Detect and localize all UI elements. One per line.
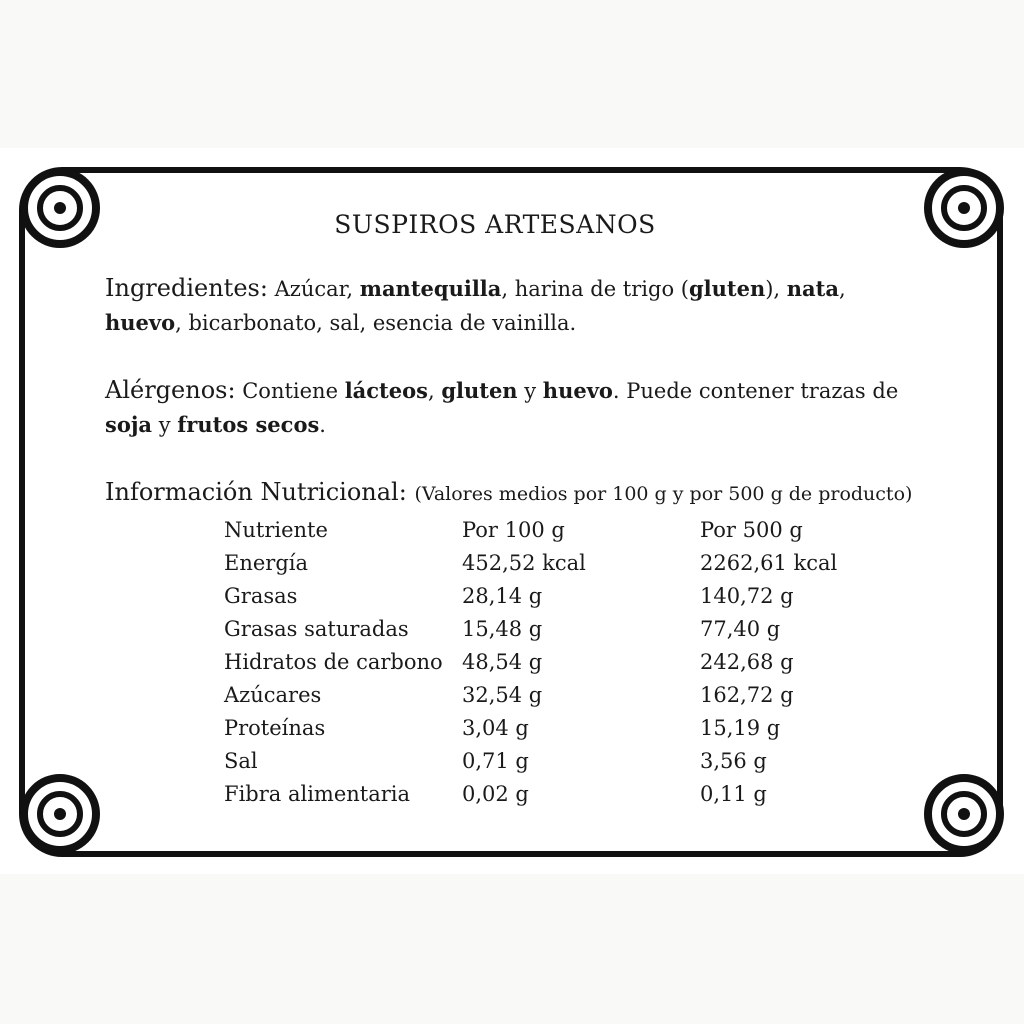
ingredients-section [105, 272, 905, 340]
nutrient-name: Fibra alimentaria [224, 782, 411, 806]
allergens-heading: Alérgenos: [105, 376, 236, 404]
nutrition-subheading: (Valores medios por 100 g y por 500 g de producto) [414, 483, 913, 505]
allergen-word: gluten [441, 378, 518, 403]
text-run: ), [765, 277, 787, 301]
allergen-word: huevo [105, 310, 176, 335]
nutrient-value: 452,52 kcal [462, 551, 586, 575]
text-run: , [427, 379, 442, 403]
nutrient-value: 15,48 g [462, 617, 543, 641]
text-run: y [152, 413, 178, 437]
allergen-word: lácteos [344, 378, 428, 403]
allergen-word: huevo [542, 378, 613, 403]
nutrient-value: 3,56 g [700, 749, 767, 773]
text-run: , [838, 277, 846, 301]
allergen-word: nata [786, 276, 839, 301]
nutrient-value: 28,14 g [462, 584, 543, 608]
swirl-corner-icon [24, 778, 96, 850]
product-title: SUSPIROS ARTESANOS [334, 210, 656, 239]
allergen-word: gluten [688, 276, 766, 301]
nutrient-value: 0,71 g [462, 749, 529, 773]
text-run: Azúcar, [267, 277, 360, 301]
nutrient-value: 77,40 g [700, 617, 781, 641]
nutrient-value: 242,68 g [700, 650, 794, 674]
nutrient-name: Hidratos de carbono [224, 650, 443, 674]
nutrient-value: 0,11 g [700, 782, 767, 806]
nutrient-name: Proteínas [224, 716, 326, 740]
nutrient-value: 3,04 g [462, 716, 529, 740]
product-label [0, 148, 1024, 874]
ingredients-heading: Ingredientes: [105, 274, 268, 302]
nutrition-heading: Información Nutricional: [105, 478, 407, 506]
allergens-section [105, 374, 905, 442]
nutrient-value: 2262,61 kcal [700, 551, 838, 575]
text-run: , bicarbonato, sal, esencia de vainilla. [175, 311, 577, 335]
nutrient-value: 162,72 g [700, 683, 794, 707]
swirl-corner-icon [928, 778, 1000, 850]
nutrient-name: Grasas [224, 584, 298, 608]
column-header: Por 500 g [700, 518, 803, 542]
text-run: . Puede contener trazas de [612, 379, 899, 403]
column-header: Por 100 g [462, 518, 565, 542]
nutrient-value: 140,72 g [700, 584, 794, 608]
nutrient-value: 32,54 g [462, 683, 543, 707]
text-run: , harina de trigo ( [501, 277, 689, 301]
text-run: . [319, 413, 326, 437]
allergen-word: soja [105, 412, 153, 437]
allergen-word: frutos secos [177, 412, 320, 437]
nutrient-value: 0,02 g [462, 782, 529, 806]
text-run: Contiene [235, 379, 345, 403]
nutrient-name: Grasas saturadas [224, 617, 409, 641]
column-header: Nutriente [224, 518, 328, 542]
nutrition-heading-line [105, 478, 912, 506]
allergen-word: mantequilla [359, 276, 502, 301]
nutrient-name: Sal [224, 749, 258, 773]
nutrient-value: 48,54 g [462, 650, 543, 674]
text-run: y [517, 379, 543, 403]
nutrient-name: Energía [224, 551, 308, 575]
nutrient-name: Azúcares [224, 683, 322, 707]
nutrient-value: 15,19 g [700, 716, 781, 740]
